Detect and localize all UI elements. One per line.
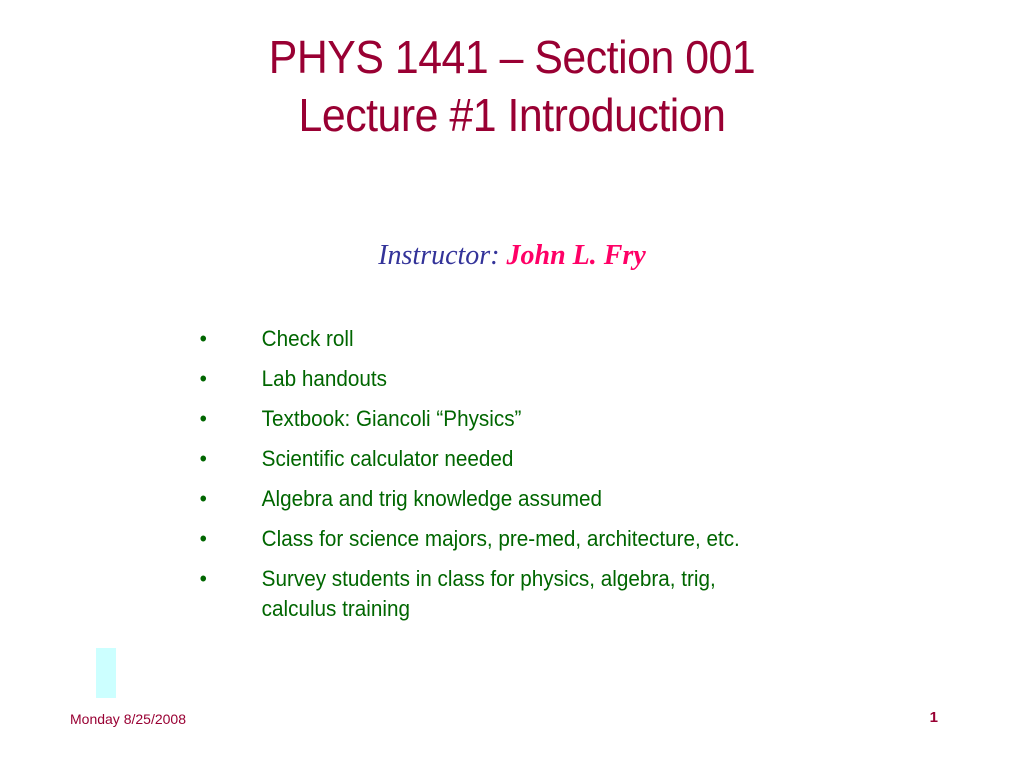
bullet-item — [194, 484, 796, 514]
page-number: 1 — [929, 709, 938, 726]
title-line-2: Lecture #1 Introduction — [298, 89, 726, 141]
bullet-text: Textbook: Giancoli “Physics” — [261, 406, 522, 431]
bullet-text: Algebra and trig knowledge assumed — [261, 486, 602, 511]
bullet-icon: • — [199, 486, 207, 511]
bullet-icon: • — [199, 446, 207, 471]
bullet-item — [194, 524, 796, 554]
bullet-text: Scientific calculator needed — [261, 446, 514, 471]
footer-date: Monday 8/25/2008 — [70, 711, 186, 727]
bullet-icon: • — [199, 366, 207, 391]
bullet-text: Check roll — [261, 326, 354, 351]
instructor-name: John L. Fry — [506, 240, 646, 271]
bullet-list — [194, 324, 834, 634]
bullet-icon: • — [199, 406, 207, 431]
bullet-item — [194, 324, 796, 354]
slide-title — [36, 28, 988, 144]
bullet-icon: • — [199, 526, 207, 551]
bullet-item — [194, 364, 796, 394]
bullet-text: Lab handouts — [261, 366, 388, 391]
bullet-text: Class for science majors, pre-med, architecture, etc. — [261, 526, 740, 551]
bullet-icon: • — [199, 326, 207, 351]
bullet-icon: • — [199, 566, 207, 591]
decorative-accent-bar — [96, 648, 116, 698]
bullet-item — [194, 444, 796, 474]
instructor-line — [0, 238, 1024, 274]
title-line-1: PHYS 1441 – Section 001 — [268, 31, 756, 83]
bullet-item — [194, 404, 796, 434]
bullet-item — [194, 564, 796, 624]
instructor-label: Instructor: — [378, 240, 500, 271]
bullet-text: Survey students in class for physics, algebra, trig, calculus training — [261, 566, 716, 621]
